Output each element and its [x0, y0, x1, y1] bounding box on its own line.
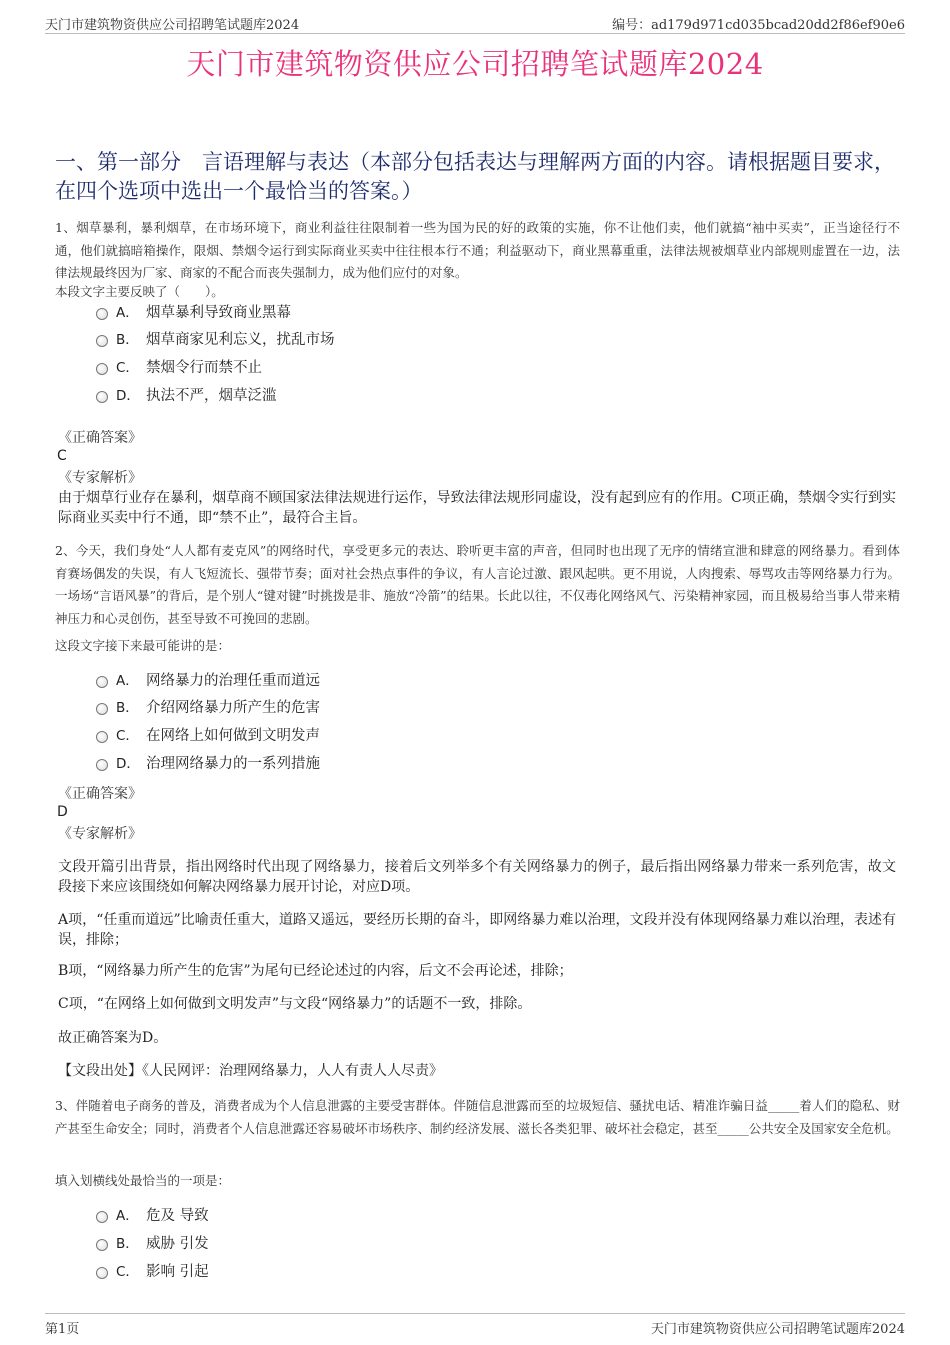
q1-analysis: 由于烟草行业存在暴利，烟草商不顾国家法律法规进行运作，导致法律法规形同虚设，没有起到应有的作用。C项正确，禁烟令实行到实际商业买卖中行不通，即“禁不止”，最符合主旨。	[58, 490, 896, 526]
page-title: 天门市建筑物资供应公司招聘笔试题库2024	[186, 47, 764, 81]
q1-analysis-label: 《专家解析》	[58, 470, 142, 486]
q2-text: 2、今天，我们身处“人人都有麦克风”的网络时代，享受更多元的表达、聆听更丰富的声音，但同时也出现了无序的情绪宣泄和肆意的网络暴力。看到体育赛场偶发的失误，有人飞短流长、强带节奏；面对社会热点事件的争议，有人言论过激、跟风起哄。更不用说，人肉搜索、辱骂攻击等网络暴力行为。一场场“言语风暴”的背后，是个别人“键对键”时挑拨是非、施放“冷箭”的结果。长此以往，不仅毒化网络风气、污染精神家园，而且极易给当事人带来精神压力和心灵创伤，甚至导致不可挽回的悲剧。	[55, 543, 900, 626]
q2-option-c[interactable]: C． 在网络上如何做到文明发声	[96, 725, 320, 747]
radio-icon[interactable]	[96, 1211, 108, 1223]
q2-answer-label: 《正确答案》	[58, 786, 142, 802]
q3-prompt: 填入划横线处最恰当的一项是：	[55, 1173, 231, 1188]
q3-option-a[interactable]: A． 危及 导致	[96, 1205, 209, 1227]
radio-icon[interactable]	[96, 363, 108, 375]
q1-answer-label: 《正确答案》	[58, 430, 142, 446]
q2-option-b[interactable]: B． 介绍网络暴力所产生的危害	[96, 697, 320, 719]
q2-answer: D	[57, 804, 68, 820]
radio-icon[interactable]	[96, 308, 108, 320]
page-header	[45, 14, 905, 34]
q1-prompt: 本段文字主要反映了（ ）。	[55, 284, 224, 299]
q1-option-b[interactable]: B． 烟草商家见利忘义，扰乱市场	[96, 329, 335, 351]
radio-icon[interactable]	[96, 335, 108, 347]
footer-page-number: 第1页	[45, 1322, 80, 1337]
q2-analysis-p3: B项，“网络暴力所产生的危害”为尾句已经论述过的内容，后文不会再论述，排除；	[58, 963, 573, 979]
q1-option-a[interactable]: A． 烟草暴利导致商业黑幕	[96, 302, 291, 324]
q3-text: 3、伴随着电子商务的普及，消费者成为个人信息泄露的主要受害群体。伴随信息泄露而至的垃圾短信、骚扰电话、精准诈骗日益_____着人们的隐私、财产甚至生命安全；同时，消费者个人信息泄露还容易破坏市场秩序、制约经济发展、滋长各类犯罪、破坏社会稳定，甚至_____公共安全及国家安全危机。	[55, 1098, 900, 1136]
section-heading: 一、第一部分 言语理解与表达（本部分包括表达与理解两方面的内容。请根据题目要求，在四个选项中选出一个最恰当的答案。）	[55, 150, 895, 203]
q3-option-c[interactable]: C． 影响 引起	[96, 1261, 209, 1283]
page-footer	[45, 1313, 905, 1337]
q2-analysis-p5: 故正确答案为D。	[58, 1030, 168, 1046]
header-doc-title: 天门市建筑物资供应公司招聘笔试题库2024	[45, 18, 300, 33]
radio-icon[interactable]	[96, 759, 108, 771]
radio-icon[interactable]	[96, 731, 108, 743]
radio-icon[interactable]	[96, 703, 108, 715]
q2-analysis-p2: A项，“任重而道远”比喻责任重大，道路又遥远，要经历长期的奋斗，即网络暴力难以治理，文段并没有体现网络暴力难以治理，表述有误，排除；	[58, 912, 896, 948]
radio-icon[interactable]	[96, 1267, 108, 1279]
q1-answer: C	[57, 448, 67, 464]
q2-analysis-label: 《专家解析》	[58, 826, 142, 842]
q2-source: 【文段出处】《人民网评：治理网络暴力，人人有责人人尽责》	[58, 1063, 443, 1079]
q1-option-d[interactable]: D． 执法不严，烟草泛滥	[96, 385, 277, 407]
q2-option-d[interactable]: D． 治理网络暴力的一系列措施	[96, 753, 320, 775]
q2-option-a[interactable]: A． 网络暴力的治理任重而道远	[96, 670, 320, 692]
q1-option-c[interactable]: C． 禁烟令行而禁不止	[96, 357, 262, 379]
header-doc-id: 编号：ad179d971cd035bcad20dd2f86ef90e6	[612, 18, 905, 33]
q3-option-b[interactable]: B． 威胁 引发	[96, 1233, 209, 1255]
footer-doc-title: 天门市建筑物资供应公司招聘笔试题库2024	[650, 1322, 905, 1337]
radio-icon[interactable]	[96, 1239, 108, 1251]
q2-prompt: 这段文字接下来最可能讲的是：	[55, 638, 231, 653]
radio-icon[interactable]	[96, 391, 108, 403]
q1-text: 1、烟草暴利，暴利烟草，在市场环境下，商业利益往往限制着一些为国为民的好的政策的实施，你不让他们卖，他们就搞“袖中买卖”，正当途径行不通，他们就搞暗箱操作，限烟、禁烟令运行到实际商业买卖中往往根本行不通；利益驱动下，商业黑幕重重，法律法规被烟草业内部规则虚置在一边，法律法规最终因为厂家、商家的不配合而丧失强制力，成为他们应付的对象。	[55, 220, 900, 280]
radio-icon[interactable]	[96, 676, 108, 688]
q2-analysis-p4: C项，“在网络上如何做到文明发声”与文段“网络暴力”的话题不一致，排除。	[58, 996, 532, 1012]
q2-analysis-p1: 文段开篇引出背景，指出网络时代出现了网络暴力，接着后文列举多个有关网络暴力的例子，最后指出网络暴力带来一系列危害，故文段接下来应该围绕如何解决网络暴力展开讨论，对应D项。	[58, 859, 896, 895]
